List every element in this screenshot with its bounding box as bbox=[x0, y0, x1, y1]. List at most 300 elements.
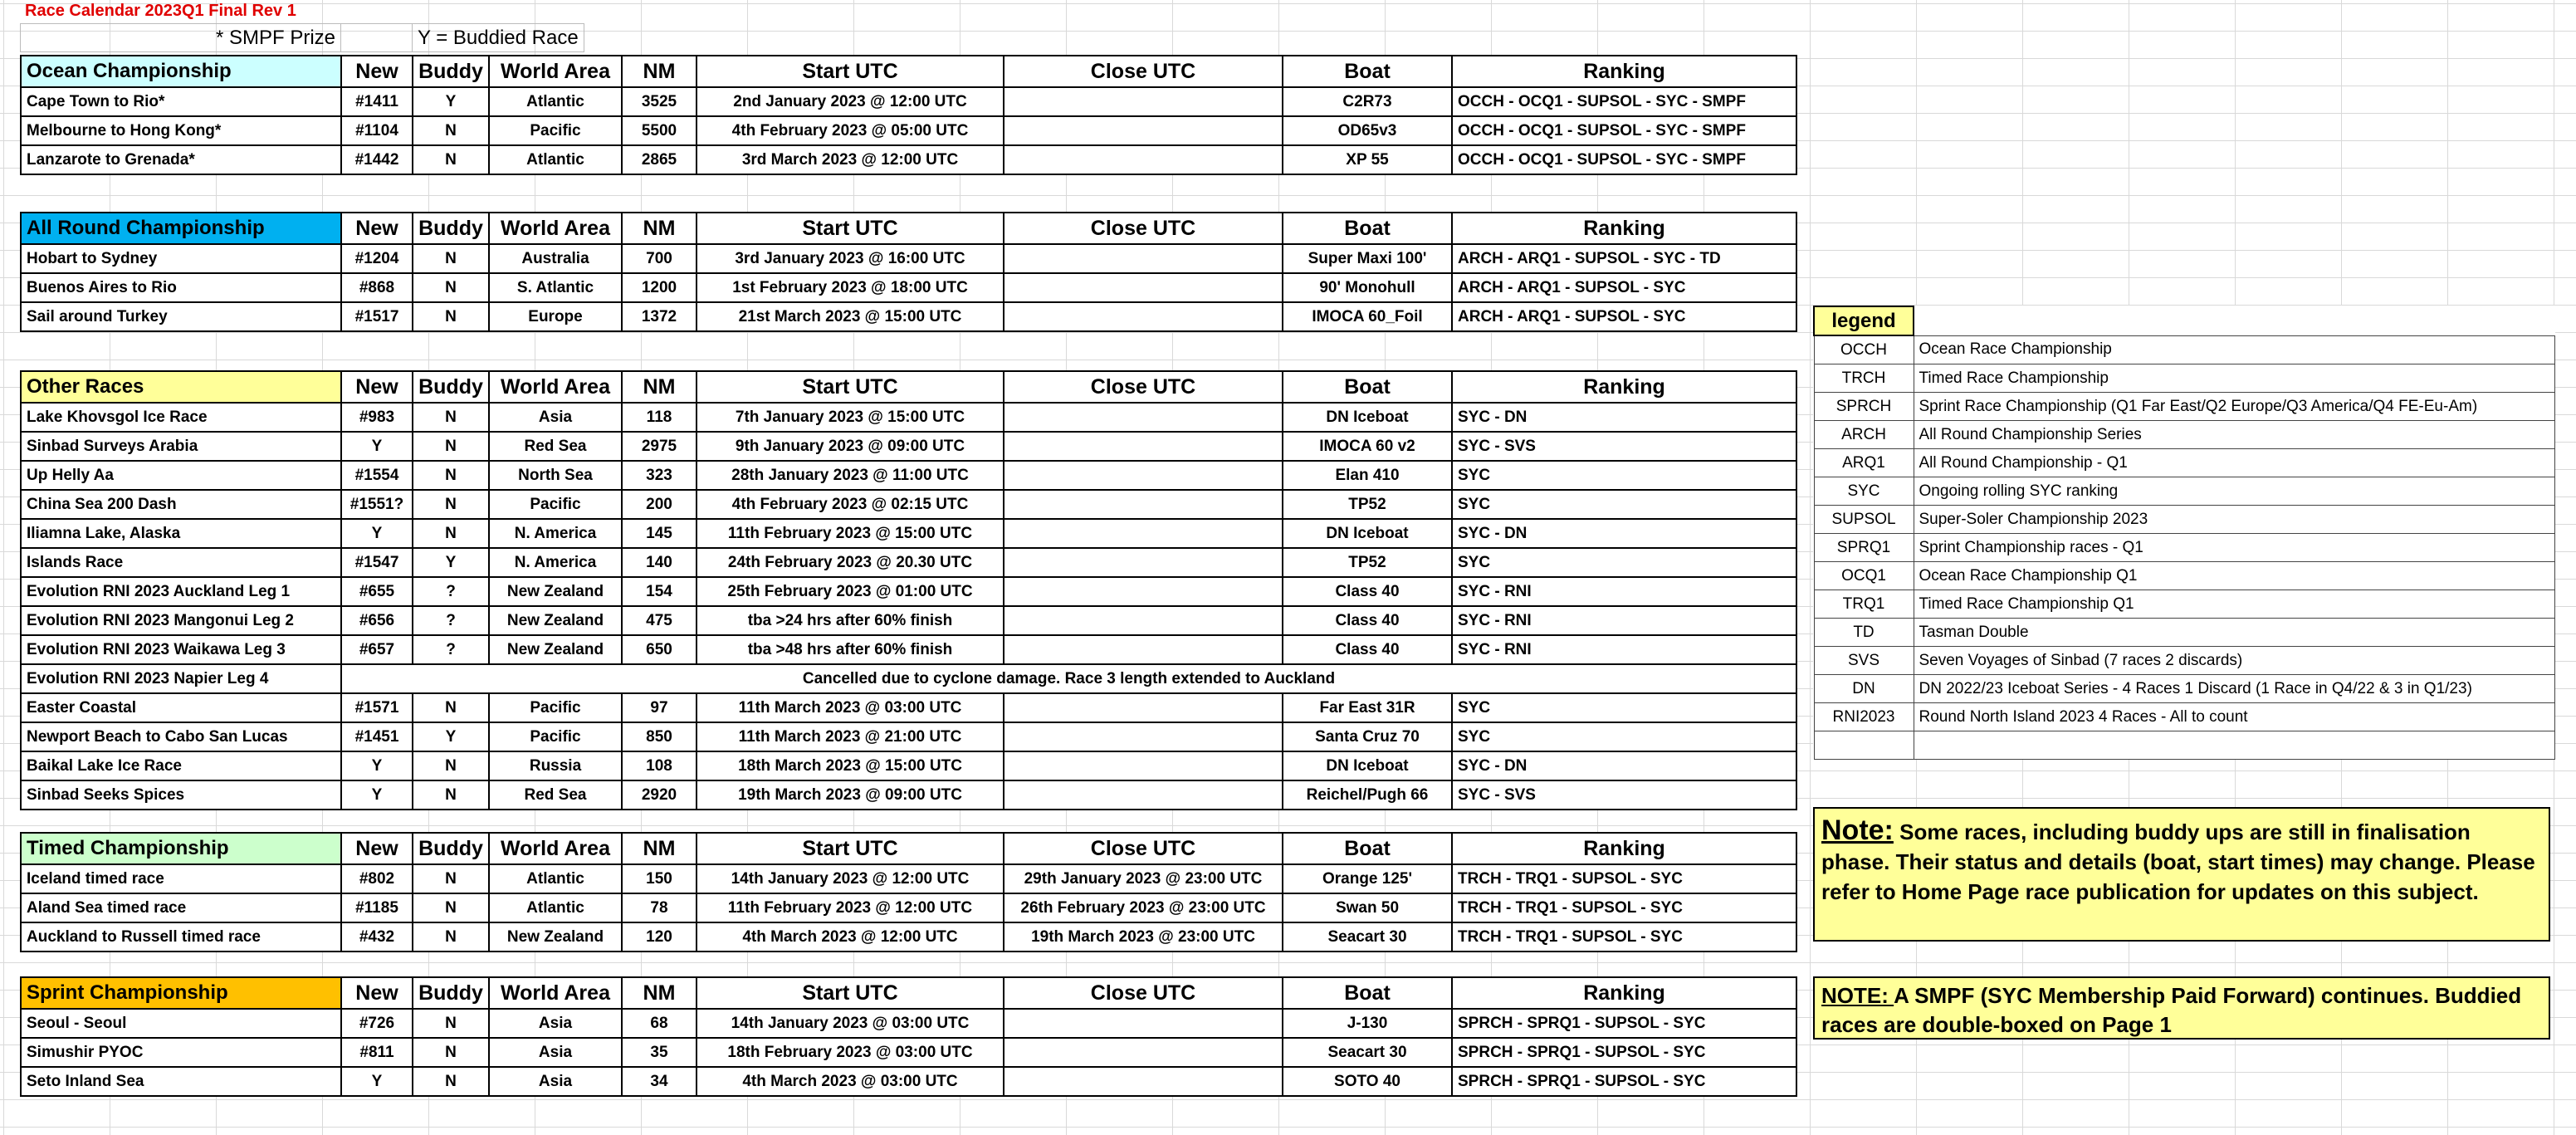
table-row bbox=[21, 403, 1796, 432]
cell-ranking: SYC bbox=[1452, 461, 1796, 490]
column-header-close: Close UTC bbox=[1004, 56, 1283, 87]
legend-description: All Round Championship Series bbox=[1914, 421, 2555, 449]
race-name: Buenos Aires to Rio bbox=[21, 273, 341, 302]
cell-buddy: N bbox=[413, 519, 489, 548]
race-name: Evolution RNI 2023 Auckland Leg 1 bbox=[21, 577, 341, 606]
cell-nm: 1200 bbox=[622, 273, 697, 302]
cell-buddy: Y bbox=[413, 87, 489, 116]
column-header-nm: NM bbox=[622, 977, 697, 1009]
cell-close bbox=[1004, 302, 1283, 331]
table-row bbox=[21, 1067, 1796, 1096]
cell-close: 19th March 2023 @ 23:00 UTC bbox=[1004, 922, 1283, 952]
timed-section-table bbox=[20, 832, 1797, 952]
legend-key: TRQ1 bbox=[1814, 590, 1914, 619]
cell-buddy: N bbox=[413, 1009, 489, 1038]
column-header-start: Start UTC bbox=[697, 56, 1004, 87]
cell-start: 11th March 2023 @ 21:00 UTC bbox=[697, 722, 1004, 751]
cell-nm: 34 bbox=[622, 1067, 697, 1096]
legend-description: Ongoing rolling SYC ranking bbox=[1914, 477, 2555, 506]
column-header-close: Close UTC bbox=[1004, 213, 1283, 244]
cell-boat: Reichel/Pugh 66 bbox=[1283, 780, 1452, 810]
cell-nm: 97 bbox=[622, 693, 697, 722]
race-name: Baikal Lake Ice Race bbox=[21, 751, 341, 780]
cell-area: Asia bbox=[489, 1038, 622, 1067]
cell-ranking: TRCH - TRQ1 - SUPSOL - SYC bbox=[1452, 864, 1796, 893]
cell-boat: DN Iceboat bbox=[1283, 403, 1452, 432]
cell-new: #983 bbox=[341, 403, 413, 432]
cell-ranking: SYC - SVS bbox=[1452, 780, 1796, 810]
cell-boat: Far East 31R bbox=[1283, 693, 1452, 722]
legend-key: DN bbox=[1814, 675, 1914, 703]
race-name: Melbourne to Hong Kong* bbox=[21, 116, 341, 145]
cell-start: 28th January 2023 @ 11:00 UTC bbox=[697, 461, 1004, 490]
cell-start: 4th February 2023 @ 02:15 UTC bbox=[697, 490, 1004, 519]
cell-start: 19th March 2023 @ 09:00 UTC bbox=[697, 780, 1004, 810]
cell-buddy: N bbox=[413, 864, 489, 893]
legend-row bbox=[1814, 364, 2555, 393]
section-title: Timed Championship bbox=[21, 833, 341, 864]
cell-boat: XP 55 bbox=[1283, 145, 1452, 174]
cell-new: #811 bbox=[341, 1038, 413, 1067]
cell-area: Red Sea bbox=[489, 780, 622, 810]
cell-new: #1517 bbox=[341, 302, 413, 331]
column-header-start: Start UTC bbox=[697, 833, 1004, 864]
legend-description: Round North Island 2023 4 Races - All to count bbox=[1914, 703, 2555, 731]
cell-close bbox=[1004, 244, 1283, 273]
cell-new: #726 bbox=[341, 1009, 413, 1038]
cell-ranking: SPRCH - SPRQ1 - SUPSOL - SYC bbox=[1452, 1038, 1796, 1067]
legend-description: Sprint Championship races - Q1 bbox=[1914, 534, 2555, 562]
column-header-close: Close UTC bbox=[1004, 371, 1283, 403]
column-header-nm: NM bbox=[622, 371, 697, 403]
cell-boat: TP52 bbox=[1283, 490, 1452, 519]
cell-nm: 3525 bbox=[622, 87, 697, 116]
column-header-new: New bbox=[341, 371, 413, 403]
legend-description: Sprint Race Championship (Q1 Far East/Q2 Europe/Q3 America/Q4 FE-Eu-Am) bbox=[1914, 393, 2555, 421]
cell-area: North Sea bbox=[489, 461, 622, 490]
column-header-buddy: Buddy bbox=[413, 56, 489, 87]
cell-start: 14th January 2023 @ 12:00 UTC bbox=[697, 864, 1004, 893]
race-name: Sinbad Surveys Arabia bbox=[21, 432, 341, 461]
buddy-note: Y = Buddied Race bbox=[413, 24, 584, 52]
cell-close bbox=[1004, 432, 1283, 461]
column-header-buddy: Buddy bbox=[413, 371, 489, 403]
race-name: Seto Inland Sea bbox=[21, 1067, 341, 1096]
table-row bbox=[21, 864, 1796, 893]
cell-new: #802 bbox=[341, 864, 413, 893]
cell-new: Y bbox=[341, 751, 413, 780]
cell-area: Pacific bbox=[489, 693, 622, 722]
cell-nm: 2920 bbox=[622, 780, 697, 810]
cell-boat: Class 40 bbox=[1283, 635, 1452, 664]
cell-boat: Seacart 30 bbox=[1283, 1038, 1452, 1067]
cell-buddy: N bbox=[413, 1067, 489, 1096]
empty-cell bbox=[341, 24, 413, 52]
cell-buddy: ? bbox=[413, 606, 489, 635]
cell-close: 26th February 2023 @ 23:00 UTC bbox=[1004, 893, 1283, 922]
table-row bbox=[21, 664, 1796, 693]
cancellation-notice: Cancelled due to cyclone damage. Race 3 length extended to Auckland bbox=[341, 664, 1796, 693]
cell-start: 3rd March 2023 @ 12:00 UTC bbox=[697, 145, 1004, 174]
cell-new: #1571 bbox=[341, 693, 413, 722]
race-name: Auckland to Russell timed race bbox=[21, 922, 341, 952]
cell-area: N. America bbox=[489, 519, 622, 548]
cell-nm: 35 bbox=[622, 1038, 697, 1067]
race-name: Simushir PYOC bbox=[21, 1038, 341, 1067]
cell-new: #1442 bbox=[341, 145, 413, 174]
cell-nm: 150 bbox=[622, 864, 697, 893]
cell-new: #868 bbox=[341, 273, 413, 302]
cell-ranking: TRCH - TRQ1 - SUPSOL - SYC bbox=[1452, 922, 1796, 952]
ocean-section-table bbox=[20, 55, 1797, 175]
cell-start: 25th February 2023 @ 01:00 UTC bbox=[697, 577, 1004, 606]
legend-key: TD bbox=[1814, 619, 1914, 647]
cell-boat: Seacart 30 bbox=[1283, 922, 1452, 952]
cell-boat: Elan 410 bbox=[1283, 461, 1452, 490]
cell-nm: 650 bbox=[622, 635, 697, 664]
cell-boat: OD65v3 bbox=[1283, 116, 1452, 145]
legend-description: Super-Soler Championship 2023 bbox=[1914, 506, 2555, 534]
table-row bbox=[21, 1009, 1796, 1038]
cell-boat: Super Maxi 100' bbox=[1283, 244, 1452, 273]
legend-description: Ocean Race Championship bbox=[1914, 335, 2555, 364]
legend-row bbox=[1814, 534, 2555, 562]
cell-buddy: N bbox=[413, 780, 489, 810]
section-header-row bbox=[21, 977, 1796, 1009]
cell-boat: C2R73 bbox=[1283, 87, 1452, 116]
column-header-nm: NM bbox=[622, 833, 697, 864]
cell-close bbox=[1004, 780, 1283, 810]
race-name: Hobart to Sydney bbox=[21, 244, 341, 273]
column-header-new: New bbox=[341, 977, 413, 1009]
cell-boat: DN Iceboat bbox=[1283, 519, 1452, 548]
cell-start: 11th February 2023 @ 12:00 UTC bbox=[697, 893, 1004, 922]
legend-row bbox=[1814, 731, 2555, 760]
cell-boat: Swan 50 bbox=[1283, 893, 1452, 922]
legend-row bbox=[1814, 590, 2555, 619]
cell-close bbox=[1004, 145, 1283, 174]
table-row bbox=[21, 1038, 1796, 1067]
column-header-ranking: Ranking bbox=[1452, 977, 1796, 1009]
cell-nm: 850 bbox=[622, 722, 697, 751]
race-name: Newport Beach to Cabo San Lucas bbox=[21, 722, 341, 751]
cell-start: 3rd January 2023 @ 16:00 UTC bbox=[697, 244, 1004, 273]
cell-close bbox=[1004, 273, 1283, 302]
cell-close bbox=[1004, 606, 1283, 635]
cell-start: 11th March 2023 @ 03:00 UTC bbox=[697, 693, 1004, 722]
legend-key: OCCH bbox=[1814, 335, 1914, 364]
cell-start: 18th February 2023 @ 03:00 UTC bbox=[697, 1038, 1004, 1067]
table-row bbox=[21, 577, 1796, 606]
race-name: Sinbad Seeks Spices bbox=[21, 780, 341, 810]
cell-start: 11th February 2023 @ 15:00 UTC bbox=[697, 519, 1004, 548]
cell-start: 4th March 2023 @ 03:00 UTC bbox=[697, 1067, 1004, 1096]
race-name: Evolution RNI 2023 Mangonui Leg 2 bbox=[21, 606, 341, 635]
cell-buddy: N bbox=[413, 490, 489, 519]
cell-new: #657 bbox=[341, 635, 413, 664]
legend-description: DN 2022/23 Iceboat Series - 4 Races 1 Discard (1 Race in Q4/22 & 3 in Q1/23) bbox=[1914, 675, 2555, 703]
section-header-row bbox=[21, 213, 1796, 244]
note-label: NOTE: bbox=[1821, 983, 1894, 1008]
cell-area: New Zealand bbox=[489, 635, 622, 664]
cell-close bbox=[1004, 490, 1283, 519]
cell-start: 2nd January 2023 @ 12:00 UTC bbox=[697, 87, 1004, 116]
section-title: Ocean Championship bbox=[21, 56, 341, 87]
cell-start: 21st March 2023 @ 15:00 UTC bbox=[697, 302, 1004, 331]
cell-boat: DN Iceboat bbox=[1283, 751, 1452, 780]
cell-new: #1547 bbox=[341, 548, 413, 577]
column-header-area: World Area bbox=[489, 371, 622, 403]
legend-key: OCQ1 bbox=[1814, 562, 1914, 590]
legend-description: Timed Race Championship bbox=[1914, 364, 2555, 393]
column-header-boat: Boat bbox=[1283, 56, 1452, 87]
table-row bbox=[21, 87, 1796, 116]
race-name: Cape Town to Rio* bbox=[21, 87, 341, 116]
note-smpf bbox=[1813, 976, 2550, 1040]
cell-nm: 2865 bbox=[622, 145, 697, 174]
cell-nm: 475 bbox=[622, 606, 697, 635]
page-title: Race Calendar 2023Q1 Final Rev 1 bbox=[25, 2, 296, 20]
legend-row bbox=[1814, 449, 2555, 477]
cell-start: 18th March 2023 @ 15:00 UTC bbox=[697, 751, 1004, 780]
cell-buddy: N bbox=[413, 432, 489, 461]
cell-area: Atlantic bbox=[489, 87, 622, 116]
cell-area: Red Sea bbox=[489, 432, 622, 461]
cell-new: Y bbox=[341, 519, 413, 548]
cell-new: #1451 bbox=[341, 722, 413, 751]
cell-close bbox=[1004, 1067, 1283, 1096]
section-title: Sprint Championship bbox=[21, 977, 341, 1009]
cell-new: #432 bbox=[341, 922, 413, 952]
column-header-area: World Area bbox=[489, 833, 622, 864]
race-name: Easter Coastal bbox=[21, 693, 341, 722]
cell-ranking: SYC bbox=[1452, 490, 1796, 519]
cell-new: #1411 bbox=[341, 87, 413, 116]
cell-close bbox=[1004, 116, 1283, 145]
legend-key: ARCH bbox=[1814, 421, 1914, 449]
cell-ranking: SYC - DN bbox=[1452, 403, 1796, 432]
cell-close bbox=[1004, 461, 1283, 490]
cell-buddy: Y bbox=[413, 722, 489, 751]
cell-buddy: N bbox=[413, 244, 489, 273]
cell-ranking: SPRCH - SPRQ1 - SUPSOL - SYC bbox=[1452, 1009, 1796, 1038]
column-header-boat: Boat bbox=[1283, 833, 1452, 864]
cell-start: 24th February 2023 @ 20.30 UTC bbox=[697, 548, 1004, 577]
cell-area: Asia bbox=[489, 1009, 622, 1038]
table-row bbox=[21, 693, 1796, 722]
cell-ranking: SPRCH - SPRQ1 - SUPSOL - SYC bbox=[1452, 1067, 1796, 1096]
cell-buddy: N bbox=[413, 922, 489, 952]
legend-key: ARQ1 bbox=[1814, 449, 1914, 477]
column-header-new: New bbox=[341, 833, 413, 864]
table-row bbox=[21, 606, 1796, 635]
table-row bbox=[21, 635, 1796, 664]
section-header-row bbox=[21, 56, 1796, 87]
table-row bbox=[21, 548, 1796, 577]
table-row bbox=[21, 893, 1796, 922]
section-title: All Round Championship bbox=[21, 213, 341, 244]
column-header-ranking: Ranking bbox=[1452, 833, 1796, 864]
legend-row bbox=[1814, 562, 2555, 590]
cell-new: #1185 bbox=[341, 893, 413, 922]
cell-area: Pacific bbox=[489, 722, 622, 751]
cell-ranking: TRCH - TRQ1 - SUPSOL - SYC bbox=[1452, 893, 1796, 922]
cell-start: 9th January 2023 @ 09:00 UTC bbox=[697, 432, 1004, 461]
cell-nm: 700 bbox=[622, 244, 697, 273]
table-row bbox=[21, 244, 1796, 273]
cell-new: #1551? bbox=[341, 490, 413, 519]
cell-area: New Zealand bbox=[489, 606, 622, 635]
cell-area: New Zealand bbox=[489, 577, 622, 606]
legend-key: SVS bbox=[1814, 647, 1914, 675]
legend-key: TRCH bbox=[1814, 364, 1914, 393]
section-header-row bbox=[21, 833, 1796, 864]
cell-start: 1st February 2023 @ 18:00 UTC bbox=[697, 273, 1004, 302]
table-row bbox=[21, 432, 1796, 461]
allround-section-table bbox=[20, 212, 1797, 332]
cell-boat: 90' Monohull bbox=[1283, 273, 1452, 302]
cell-start: 4th March 2023 @ 12:00 UTC bbox=[697, 922, 1004, 952]
cell-ranking: SYC bbox=[1452, 548, 1796, 577]
note-label: Note: bbox=[1821, 815, 1894, 846]
cell-area: Asia bbox=[489, 1067, 622, 1096]
other-section-table bbox=[20, 370, 1797, 810]
column-header-start: Start UTC bbox=[697, 371, 1004, 403]
cell-boat: J-130 bbox=[1283, 1009, 1452, 1038]
cell-new: #1554 bbox=[341, 461, 413, 490]
note-text: Some races, including buddy ups are still in finalisation phase. Their status and details (boat, start times) may change. Please refer to Home Page race publication for updates on this subject. bbox=[1821, 819, 2535, 904]
cell-new: #1204 bbox=[341, 244, 413, 273]
cell-area: New Zealand bbox=[489, 922, 622, 952]
cell-close bbox=[1004, 548, 1283, 577]
race-name: Evolution RNI 2023 Napier Leg 4 bbox=[21, 664, 341, 693]
legend-title: legend bbox=[1814, 306, 1914, 335]
cell-close bbox=[1004, 693, 1283, 722]
race-name: Sail around Turkey bbox=[21, 302, 341, 331]
column-header-ranking: Ranking bbox=[1452, 213, 1796, 244]
cell-area: Russia bbox=[489, 751, 622, 780]
table-row bbox=[21, 922, 1796, 952]
table-row bbox=[21, 519, 1796, 548]
race-name: China Sea 200 Dash bbox=[21, 490, 341, 519]
legend-key: RNI2023 bbox=[1814, 703, 1914, 731]
cell-start: 14th January 2023 @ 03:00 UTC bbox=[697, 1009, 1004, 1038]
table-row bbox=[21, 722, 1796, 751]
legend-row bbox=[1814, 675, 2555, 703]
cell-nm: 2975 bbox=[622, 432, 697, 461]
column-header-new: New bbox=[341, 213, 413, 244]
cell-ranking: SYC bbox=[1452, 693, 1796, 722]
cell-nm: 1372 bbox=[622, 302, 697, 331]
cell-boat: SOTO 40 bbox=[1283, 1067, 1452, 1096]
cell-buddy: Y bbox=[413, 548, 489, 577]
cell-buddy: N bbox=[413, 273, 489, 302]
legend-description: Ocean Race Championship Q1 bbox=[1914, 562, 2555, 590]
section-title: Other Races bbox=[21, 371, 341, 403]
top-notes bbox=[20, 23, 584, 52]
cell-close bbox=[1004, 87, 1283, 116]
cell-boat: Santa Cruz 70 bbox=[1283, 722, 1452, 751]
cell-ranking: ARCH - ARQ1 - SUPSOL - SYC bbox=[1452, 302, 1796, 331]
column-header-ranking: Ranking bbox=[1452, 371, 1796, 403]
cell-new: #656 bbox=[341, 606, 413, 635]
legend-description: Seven Voyages of Sinbad (7 races 2 discards) bbox=[1914, 647, 2555, 675]
cell-boat: Class 40 bbox=[1283, 606, 1452, 635]
cell-start: 4th February 2023 @ 05:00 UTC bbox=[697, 116, 1004, 145]
cell-ranking: SYC - DN bbox=[1452, 751, 1796, 780]
cell-buddy: N bbox=[413, 302, 489, 331]
legend-row bbox=[1814, 647, 2555, 675]
cell-area: Pacific bbox=[489, 490, 622, 519]
column-header-nm: NM bbox=[622, 56, 697, 87]
column-header-start: Start UTC bbox=[697, 213, 1004, 244]
cell-boat: IMOCA 60_Foil bbox=[1283, 302, 1452, 331]
cell-area: Pacific bbox=[489, 116, 622, 145]
legend-row bbox=[1814, 421, 2555, 449]
column-header-area: World Area bbox=[489, 213, 622, 244]
cell-close bbox=[1004, 403, 1283, 432]
legend-description: Timed Race Championship Q1 bbox=[1914, 590, 2555, 619]
legend-row bbox=[1814, 619, 2555, 647]
cell-ranking: SYC - RNI bbox=[1452, 635, 1796, 664]
cell-buddy: ? bbox=[413, 577, 489, 606]
legend-description: Tasman Double bbox=[1914, 619, 2555, 647]
cell-close bbox=[1004, 519, 1283, 548]
smpf-note: * SMPF Prize bbox=[21, 24, 341, 52]
legend-key: SYC bbox=[1814, 477, 1914, 506]
cell-buddy: N bbox=[413, 116, 489, 145]
cell-ranking: OCCH - OCQ1 - SUPSOL - SYC - SMPF bbox=[1452, 116, 1796, 145]
note-finalisation bbox=[1813, 807, 2550, 942]
race-name: Evolution RNI 2023 Waikawa Leg 3 bbox=[21, 635, 341, 664]
table-row bbox=[21, 780, 1796, 810]
race-name: Islands Race bbox=[21, 548, 341, 577]
cell-new: Y bbox=[341, 1067, 413, 1096]
column-header-buddy: Buddy bbox=[413, 213, 489, 244]
column-header-close: Close UTC bbox=[1004, 977, 1283, 1009]
table-row bbox=[21, 751, 1796, 780]
note-text: A SMPF (SYC Membership Paid Forward) continues. Buddied races are double-boxed on Page 1 bbox=[1821, 983, 2522, 1037]
legend-row bbox=[1814, 506, 2555, 534]
cell-boat: Orange 125' bbox=[1283, 864, 1452, 893]
race-name: Seoul - Seoul bbox=[21, 1009, 341, 1038]
cell-nm: 200 bbox=[622, 490, 697, 519]
cell-nm: 5500 bbox=[622, 116, 697, 145]
cell-close bbox=[1004, 635, 1283, 664]
cell-area: Europe bbox=[489, 302, 622, 331]
cell-ranking: OCCH - OCQ1 - SUPSOL - SYC - SMPF bbox=[1452, 145, 1796, 174]
cell-boat: IMOCA 60 v2 bbox=[1283, 432, 1452, 461]
cell-buddy: ? bbox=[413, 635, 489, 664]
cell-ranking: SYC - RNI bbox=[1452, 577, 1796, 606]
column-header-close: Close UTC bbox=[1004, 833, 1283, 864]
cell-area: Atlantic bbox=[489, 893, 622, 922]
race-name: Aland Sea timed race bbox=[21, 893, 341, 922]
cell-nm: 140 bbox=[622, 548, 697, 577]
legend-description bbox=[1914, 731, 2555, 760]
race-name: Lake Khovsgol Ice Race bbox=[21, 403, 341, 432]
legend-row bbox=[1814, 477, 2555, 506]
column-header-new: New bbox=[341, 56, 413, 87]
table-row bbox=[21, 490, 1796, 519]
column-header-start: Start UTC bbox=[697, 977, 1004, 1009]
cell-start: tba >48 hrs after 60% finish bbox=[697, 635, 1004, 664]
section-header-row bbox=[21, 371, 1796, 403]
table-row bbox=[21, 461, 1796, 490]
cell-start: 7th January 2023 @ 15:00 UTC bbox=[697, 403, 1004, 432]
cell-nm: 145 bbox=[622, 519, 697, 548]
legend-key: SPRCH bbox=[1814, 393, 1914, 421]
